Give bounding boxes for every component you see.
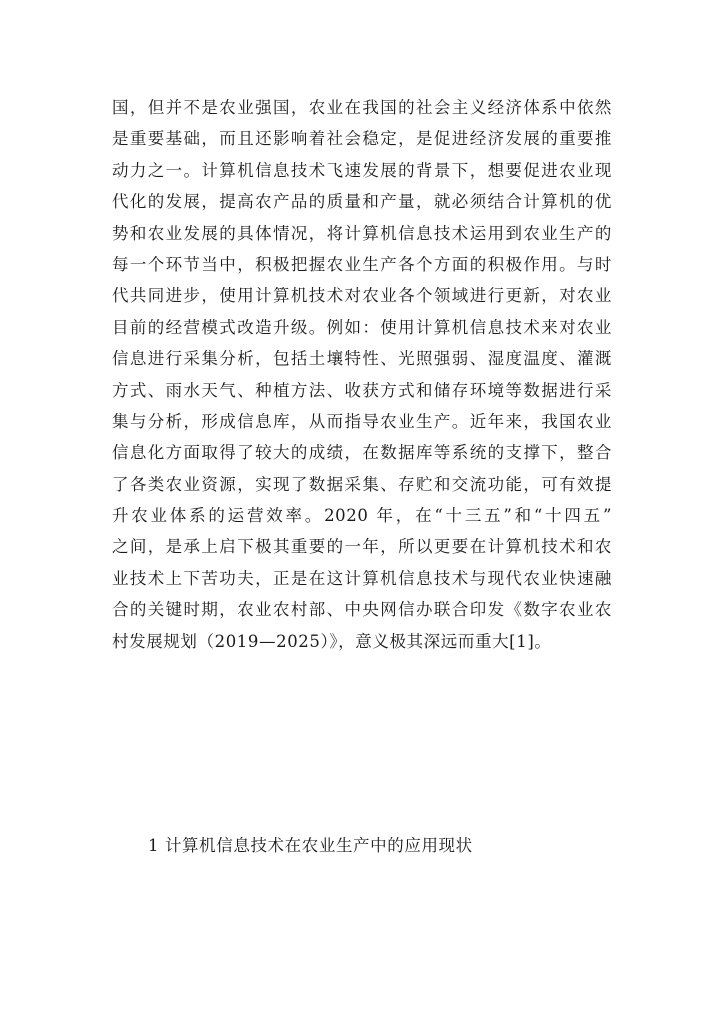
paragraph-line-last: 村发展规划（2019—2025）》，意义极其深远而重大[1]。 xyxy=(112,631,552,651)
paragraph-line: 信息进行采集分析，包括土壤特性、光照强弱、湿度温度、灌溉 xyxy=(112,349,612,369)
paragraph-line: 升农业体系的运营效率。2020 年，在“十三五”和“十四五” xyxy=(112,506,612,526)
paragraph-line: 目前的经营模式改造升级。例如：使用计算机信息技术来对农业 xyxy=(112,317,612,337)
paragraph-line: 了各类农业资源，实现了数据采集、存贮和交流功能，可有效提 xyxy=(112,474,612,494)
paragraph-line: 之间，是承上启下极其重要的一年，所以更要在计算机技术和农 xyxy=(112,537,612,557)
paragraph-line: 动力之一。计算机信息技术飞速发展的背景下，想要促进农业现 xyxy=(112,160,612,180)
body-paragraph xyxy=(112,92,612,657)
paragraph-line: 代共同进步，使用计算机技术对农业各个领域进行更新，对农业 xyxy=(112,286,612,306)
paragraph-line: 是重要基础，而且还影响着社会稳定，是促进经济发展的重要推 xyxy=(112,129,612,149)
paragraph-line: 业技术上下苦功夫，正是在这计算机信息技术与现代农业快速融 xyxy=(112,568,612,588)
paragraph-line: 集与分析，形成信息库，从而指导农业生产。近年来，我国农业 xyxy=(112,411,612,431)
paragraph-line: 势和农业发展的具体情况，将计算机信息技术运用到农业生产的 xyxy=(112,223,612,243)
paragraph-line: 国，但并不是农业强国，农业在我国的社会主义经济体系中依然 xyxy=(112,98,612,117)
section-heading: 1 计算机信息技术在农业生产中的应用现状 xyxy=(148,836,473,855)
paragraph-line: 合的关键时期，农业农村部、中央网信办联合印发《数字农业农 xyxy=(112,600,612,620)
paragraph-line: 信息化方面取得了较大的成绩，在数据库等系统的支撑下，整合 xyxy=(112,443,612,463)
paragraph-line: 代化的发展，提高农产品的质量和产量，就必须结合计算机的优 xyxy=(112,192,612,212)
paragraph-line: 每一个环节当中，积极把握农业生产各个方面的积极作用。与时 xyxy=(112,254,612,274)
paragraph-line: 方式、雨水天气、种植方法、收获方式和储存环境等数据进行采 xyxy=(112,380,612,400)
